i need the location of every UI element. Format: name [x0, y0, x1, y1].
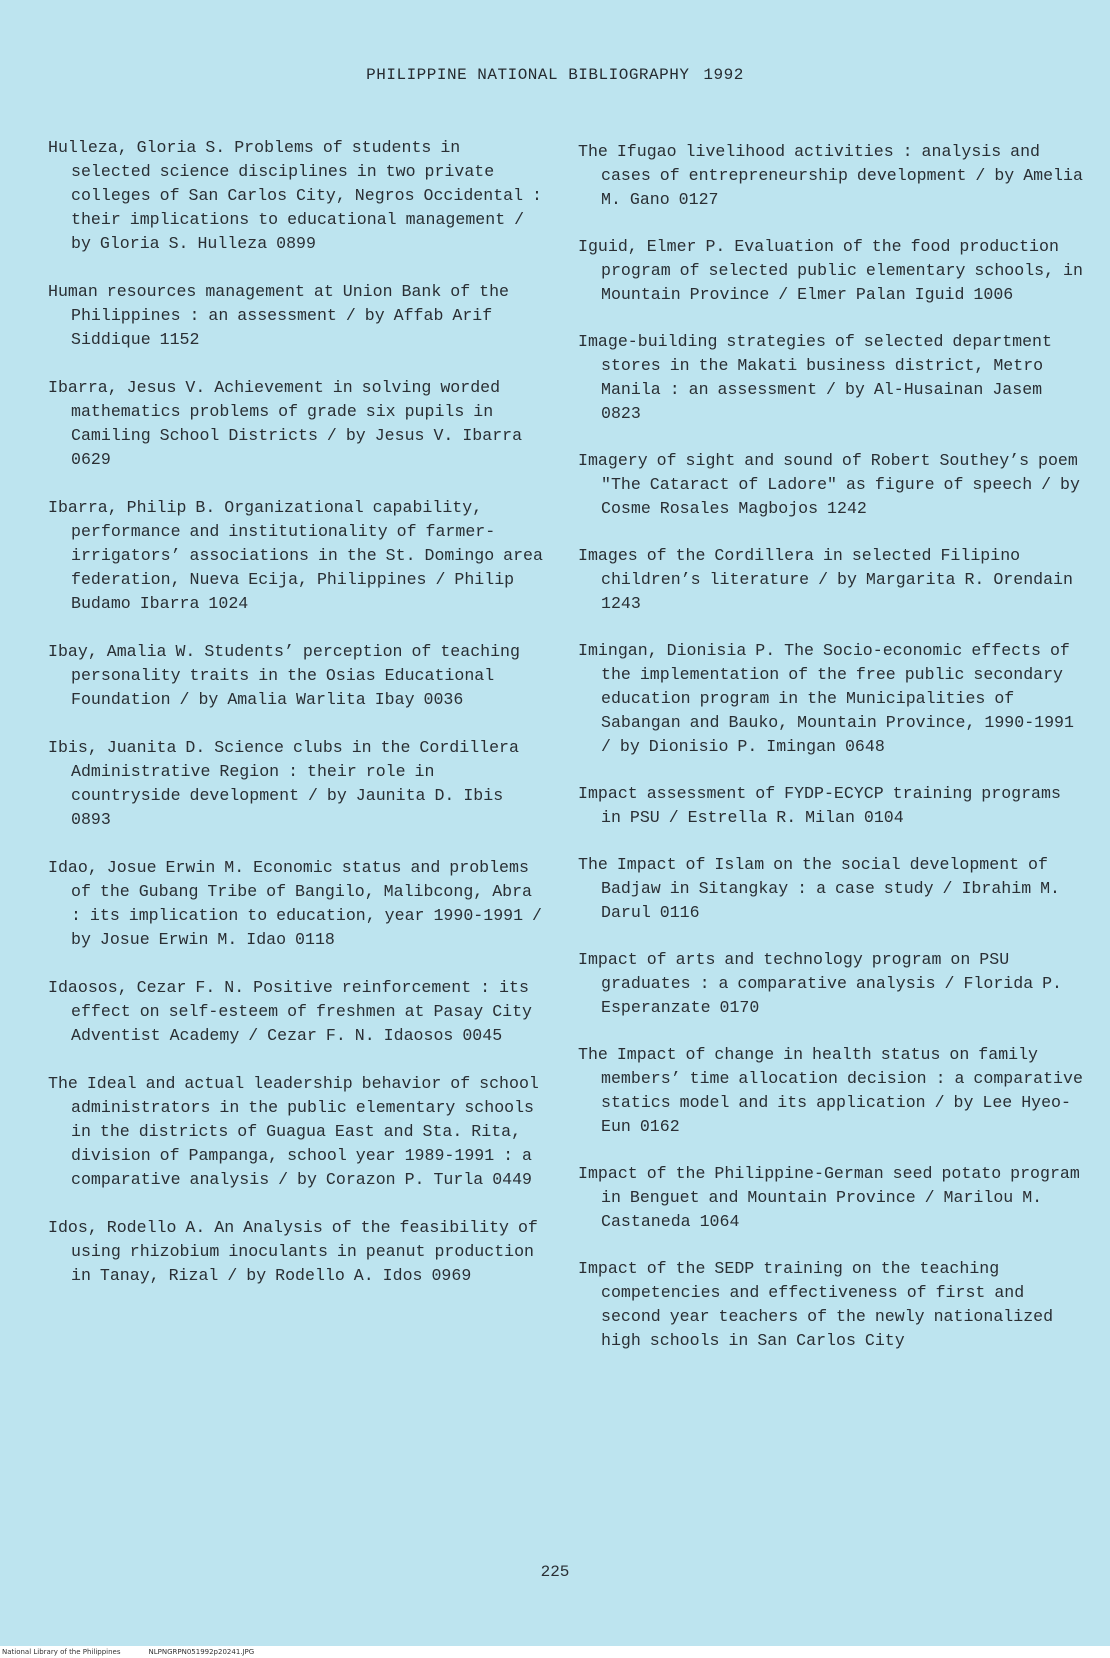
page-number: 225	[540, 1563, 570, 1581]
bibliography-entry: Idos, Rodello A. An Analysis of the feasibility of using rhizobium inoculants in peanut production in Tanay, Rizal / by Rodello A. Idos 0969	[48, 1218, 538, 1285]
bibliography-entry: Impact of the Philippine-German seed potato program in Benguet and Mountain Province / Marilou M. Castaneda 1064	[578, 1164, 1080, 1231]
bibliography-entry: Ibis, Juanita D. Science clubs in the Cordillera Administrative Region : their role in countryside development / by Jaunita D. Ibis 0893	[48, 738, 519, 829]
bibliography-entry: Human resources management at Union Bank of the Philippines : an assessment / by Affab Arif Siddique 1152	[48, 282, 510, 349]
footer-filename: NLPNGRPN051992p20241.JPG	[148, 1648, 255, 1656]
left-column	[48, 136, 548, 1312]
page-header	[0, 66, 1110, 84]
bibliography-entry: Ibay, Amalia W. Students’ perception of teaching personality traits in the Osias Educational Foundation / by Amalia Warlita Ibay 0036	[48, 642, 520, 709]
footer-library: National Library of the Philippines	[2, 1648, 121, 1656]
bibliography-entry: Hulleza, Gloria S. Problems of students in selected science disciplines in two private colleges of San Carlos City, Negros Occidental : their implications to educational management / by Gloria S. Hulleza 0899	[48, 138, 542, 253]
right-column	[578, 140, 1088, 1376]
bibliography-entry: Impact of the SEDP training on the teaching competencies and effectiveness of first and second year teachers of the newly nationalized high schools in San Carlos City	[578, 1259, 1054, 1350]
bibliography-entry: Impact assessment of FYDP-ECYCP training programs in PSU / Estrella R. Milan 0104	[578, 784, 1061, 827]
bibliography-entry: Image-building strategies of selected department stores in the Makati business district, Metro Manila : an assessment / by Al-Husainan Jasem 0823	[578, 332, 1052, 423]
bibliography-entry: Iguid, Elmer P. Evaluation of the food production program of selected public elementary schools, in Mountain Province / Elmer Palan Iguid 1006	[578, 237, 1083, 304]
bibliography-entry: The Ideal and actual leadership behavior of school administrators in the public elementary schools in the districts of Guagua East and Sta. Rita, division of Pampanga, school year 1989-1991 : a comparative analysis / by Corazon P. Turla 0449	[48, 1074, 539, 1189]
scan-footer	[0, 1646, 1110, 1658]
bibliography-entry: Ibarra, Philip B. Organizational capability, performance and institutionality of farmer-irrigators’ associations in the St. Domingo area federation, Nueva Ecija, Philippines / Philip Budamo Ibarra 1024	[48, 498, 543, 613]
bibliography-title: PHILIPPINE NATIONAL BIBLIOGRAPHY	[366, 66, 690, 84]
bibliography-entry: Images of the Cordillera in selected Filipino children’s literature / by Margarita R. Orendain 1243	[578, 546, 1073, 613]
bibliography-entry: The Impact of change in health status on family members’ time allocation decision : a comparative statics model and its application / by Lee Hyeo-Eun 0162	[578, 1045, 1083, 1136]
bibliography-entry: Idaosos, Cezar F. N. Positive reinforcement : its effect on self-esteem of freshmen at Pasay City Adventist Academy / Cezar F. N. Idaosos 0045	[48, 978, 533, 1045]
bibliography-entry: The Ifugao livelihood activities : analysis and cases of entrepreneurship development / by Amelia M. Gano 0127	[578, 142, 1083, 209]
bibliography-entry: The Impact of Islam on the social development of Badjaw in Sitangkay : a case study / Ibrahim M. Darul 0116	[578, 855, 1061, 922]
bibliography-entry: Idao, Josue Erwin M. Economic status and problems of the Gubang Tribe of Bangilo, Malibcong, Abra : its implication to education, year 1990-1991 / by Josue Erwin M. Idao 0118	[48, 858, 542, 949]
bibliography-entry: Impact of arts and technology program on PSU graduates : a comparative analysis / Florida P. Esperanzate 0170	[578, 950, 1063, 1017]
bibliography-entry: Imingan, Dionisia P. The Socio-economic effects of the implementation of the free public secondary education program in the Municipalities of Sabangan and Bauko, Mountain Province, 1990-1991 / by Dionisio P. Imingan 0648	[578, 641, 1074, 756]
bibliography-entry: Imagery of sight and sound of Robert Southey’s poem "The Cataract of Ladore" as figure of speech / by Cosme Rosales Magbojos 1242	[578, 451, 1080, 518]
bibliography-entry: Ibarra, Jesus V. Achievement in solving worded mathematics problems of grade six pupils in Camiling School Districts / by Jesus V. Ibarra 0629	[48, 378, 523, 469]
bibliography-year: 1992	[703, 66, 744, 84]
